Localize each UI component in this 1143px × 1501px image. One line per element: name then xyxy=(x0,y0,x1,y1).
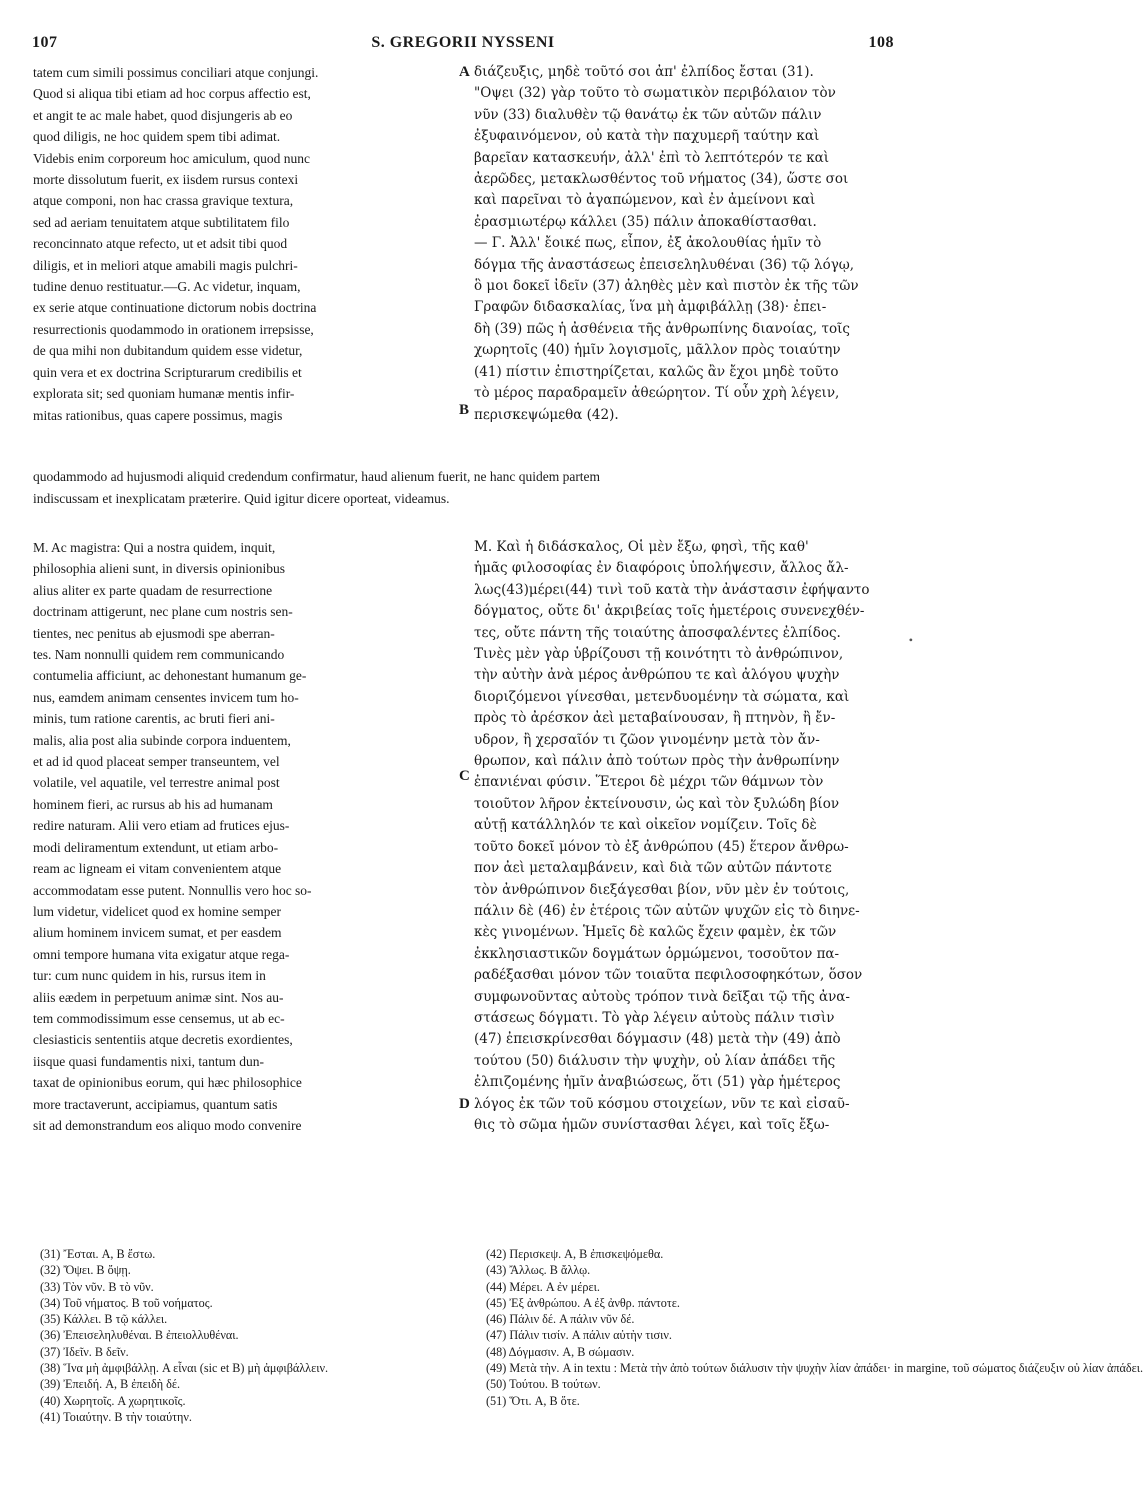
footnote: (40) Χωρητοῖς. A χωρητικοῖς. xyxy=(40,1393,186,1408)
latin-column-top: tatem cum simili possimus conciliari atque conjungi. Quod si aliqua tibi etiam ad hoc corpus affectio est, et angit te ac male habet, quod disjungeris ab eo quod diligis, ne hoc quidem spem tibi adimat. Videbis enim corporeum hoc amiculum, quod nunc morte dissolutum fuerit, ex iisdem rursus contexi atque componi, non hac crassa gravique textura, sed ad aeriam tenuitatem atque subtilitatem filo reconcinnato atque refecto, ut et adsit tibi quod diligis, et in meliori atque amabili magis pulchri- tudine denuo restituatur.—G. Ac videtur, inquam, ex serie atque continuatione dictorum nobis doctrina resurrectionis quodammodo in orationem irrepsisse, de qua mihi non dubitandum quidem esse videtur, quin vera et ex doctrina Scripturarum credibilis et explorata sit; sed quoniam humanæ mentis infir- mitas rationibus, quas capere possimus, magis xyxy=(33,65,319,423)
greek-column-bottom: Μ. Καὶ ἡ διδάσκαλος, Οἱ μὲν ἔξω, φησὶ, τῆς καθ' ἡμᾶς φιλοσοφίας ἐν διαφόροις ὑπολήψεσιν, ἄλλος ἄλ- λως(43)μέρει(44) τινὶ τοῦ κατὰ τὴν ἀνάστασιν ἐφήψαντο δόγματος, οὔτε δι' ἀκριβείας τοῖς ἡμετέροις συνενεχθέν- τες, οὔτε πάντη τῆς τοιαύτης ἀποσφαλέντες ἐλπίδος. Τινὲς μὲν γὰρ ὑβρίζουσι τῇ κοινότητι τὸ ἀνθρώπινον, τὴν αὐτὴν ἀνὰ μέρος ἀνθρώπου τε καὶ ἀλόγου ψυχὴν διοριζόμενοι γίνεσθαι, μετενδυομένην τὰ σώματα, καὶ πρὸς τὸ ἀρέσκον ἀεὶ μεταβαίνουσαν, ἢ πτηνὸν, ἢ ἔν- υδρον, ἢ χερσαῖόν τι ζῶον γινομένην μετὰ τὸν ἄν- θρωπον, καὶ πάλιν ἀπὸ τούτων πρὸς τὴν ἀνθρωπίνην ἐπανιέναι φύσιν. Ἕτεροι δὲ μέχρι τῶν θάμνων τὸν τοιοῦτον λῆρον ἐκτείνουσιν, ὡς καὶ τὸν ξυλώδη βίον αὐτῇ κατάλληλόν τε καὶ οἰκεῖον νομίζειν. Τοῖς δὲ τοῦτο δοκεῖ μόνον τὸ ἐξ ἀνθρώπου (45) ἕτερον ἄνθρω- πον ἀεὶ μεταλαμβάνειν, καὶ διὰ τῶν αὐτῶν πάντοτε τὸν ἀνθρώπινον διεξάγεσθαι βίον, νῦν μὲν ἐν τούτοις, πάλιν δὲ (46) ἐν ἑτέροις τῶν αὐτῶν ψυχῶν εἰς τὸ διηνε- κὲς γινομένων. Ἡμεῖς δὲ καλῶς ἔχειν φαμὲν, ἐκ τῶν ἐκκλησιαστικῶν δογμάτων ὁρμώμενοι, τοσοῦτον πα- ραδέξασθαι μόνον τῶν τοιαῦτα πεφιλοσοφηκότων, ὅσον συμφωνοῦντας αὐτοὺς τρόπον τινὰ δεῖξαι τῷ τῆς ἀνα- στάσεως δόγματι. Τὸ γὰρ λέγειν αὐτοὺς πάλιν τισὶν (47) ἐπεισκρίνεσθαι δόγμασιν (48) μετὰ τὴν (49) ἀπὸ τούτου (50) διάλυσιν τὴν ψυχὴν, οὐ λίαν ἀπάδει τῆς ἐλπιζομένης ἡμῖν ἀναβιώσεως, ὅτι (51) γὰρ ἡμέτερος λόγος ἐκ τῶν τοῦ κόσμου στοιχείων, νῦν τε καὶ εἰσαῦ- θις τὸ σῶμα ἡμῶν συνίστασθαι λέγει, καὶ τοῖς ἔξω- xyxy=(474,539,870,1133)
footnote: (31) Ἔσται. A, B ἔστω. xyxy=(40,1247,156,1261)
footnote: (37) Ἰδεῖν. B δεῖν. xyxy=(40,1344,129,1359)
margin-marker-d: D xyxy=(459,1096,470,1112)
latin-full-width-line-2: indiscussam et inexplicatam præterire. Quid igitur dicere oporteat, videamus. xyxy=(33,491,450,506)
footnote: (36) Ἐπεισεληλυθέναι. B ἐπειολλυθέναι. xyxy=(40,1328,239,1343)
running-title: S. GREGORII NYSSENI xyxy=(371,34,555,51)
left-page-number: 107 xyxy=(32,34,58,51)
footnote: (44) Μέρει. A ἐν μέρει. xyxy=(486,1279,600,1294)
latin-column-bottom: M. Ac magistra: Qui a nostra quidem, inquit, philosophia alieni sunt, in diversis opinionibus alius aliter ex parte quadam de resurrectione doctrinam attigerunt, nec plane cum nostris sen- tientes, nec penitus ab ejusmodi spe aberran- tes. Nam nonnulli quidem rem communicando contumelia afficiunt, ac dehonestant humanum ge- nus, eamdem animam censentes invicem tum ho- minis, tum ratione carentis, ac bruti fieri ani- malis, alia post alia subinde corpora induentem, et ad id quod placeat semper transeuntem, vel volatile, vel aquatile, vel terrestre animal post hominem fieri, ac rursus ab his ad humanam redire naturam. Alii vero etiam ad frutices ejus- modi deliramentum extendunt, ut etiam arbo- ream ac ligneam ei vitam convenientem atque accommodatam esse putent. Nonnullis vero hoc so- lum videtur, videlicet quod ex homine semper alium hominem invicem sumat, et per easdem omni tempore humana vita exigatur atque rega- tur: cum nunc quidem in his, rursus item in aliis eædem in perpetuum animæ sint. Nos au- tem commodissimum esse censemus, ut ab ec- clesiasticis sententiis atque decretis exordientes, iisque quasi fundamentis nixi, tantum dun- taxat de opinionibus eorum, qui hæc philosophice more tractaverunt, accipiamus, quantum satis sit ad demonstrandum eos aliquo modo convenire xyxy=(33,540,312,1133)
footnote: (32) Ὄψει. B ὄψῃ. xyxy=(40,1263,131,1278)
footnote: (48) Δόγμασιν. A, B σώμασιν. xyxy=(486,1344,635,1359)
running-header xyxy=(32,34,894,56)
right-page-number: 108 xyxy=(868,34,894,51)
footnote: (41) Τοιαύτην. B τὴν τοιαύτην. xyxy=(40,1409,192,1424)
footnote: (46) Πάλιν δέ. A πάλιν νῦν δέ. xyxy=(486,1312,635,1327)
margin-mark: • xyxy=(908,633,913,647)
footnote: (34) Τοῦ νήματος. B τοῦ νοήματος. xyxy=(40,1295,213,1310)
greek-column-top: διάζευξις, μηδὲ τοῦτό σοι ἀπ' ἐλπίδος ἔσται (31). "Οψει (32) γὰρ τοῦτο τὸ σωματικὸν περιβόλαιον τὸν νῦν (33) διαλυθὲν τῷ θανάτῳ ἐκ τῶν αὐτῶν πάλιν ἐξυφαινόμενον, οὐ κατὰ τὴν παχυμερῆ ταύτην καὶ βαρεῖαν κατασκευήν, ἀλλ' ἐπὶ τὸ λεπτότερόν τε καὶ ἀερῶδες, μετακλωσθέντος τοῦ νήματος (34), ὥστε σοι καὶ παρεῖναι τὸ ἀγαπώμενον, καὶ ἐν ἀμείνονι καὶ ἐρασμιωτέρῳ κάλλει (35) πάλιν ἀποκαθίστασθαι. — Γ. Ἀλλ' ἔοικέ πως, εἶπον, ἐξ ἀκολουθίας ἡμῖν τὸ δόγμα τῆς ἀναστάσεως ἐπεισεληλυθέναι (36) τῷ λόγῳ, ὃ μοι δοκεῖ ἰδεῖν (37) ἀληθὲς μὲν καὶ πιστὸν ἐκ τῆς τῶν Γραφῶν διδασκαλίας, ἵνα μὴ ἀμφιβάλλῃ (38)· ἐπει- δὴ (39) πῶς ἡ ἀσθένεια τῆς ἀνθρωπίνης διανοίας, τοῖς χωρητοῖς (40) ἡμῖν λογισμοῖς, μᾶλλον πρὸς τοιαύτην (41) πίστιν ἐπιστηρίζεται, καλῶς ἂν ἔχοι μηδὲ τοῦτο τὸ μέρος παραδραμεῖν ἀθεώρητον. Τί οὖν χρὴ λέγειν, περισκεψώμεθα (42). xyxy=(474,64,859,423)
footnote: (47) Πάλιν τισίν. A πάλιν αὐτὴν τισιν. xyxy=(486,1328,672,1343)
footnotes-left xyxy=(40,1246,455,1425)
margin-marker-c: C xyxy=(459,768,470,784)
footnote: (43) Ἄλλως. B ἄλλῳ. xyxy=(486,1263,591,1278)
footnote: (42) Περισκεψ. A, B ἐπισκεψόμεθα. xyxy=(486,1247,664,1261)
footnote: (49) Μετὰ τὴν. A in textu : Μετὰ τὴν ἀπὸ τούτων διάλυσιν τὴν ψυχὴν λίαν ἀπάδει· in margine, τοῦ σώματος διάζευξιν οὐ λίαν ἀπάδει. xyxy=(486,1361,1143,1376)
margin-marker-a: A xyxy=(459,64,470,80)
margin-marker-b: B xyxy=(459,402,470,418)
latin-full-width-line-1: quodammodo ad hujusmodi aliquid credendum confirmatur, haud alienum fuerit, ne hanc quidem partem xyxy=(33,469,601,484)
footnotes-right xyxy=(486,1246,1143,1409)
footnote: (38) Ἵνα μὴ ἀμφιβάλλῃ. A εἶναι (sic et B) μὴ ἀμφιβάλλειν. xyxy=(40,1361,329,1376)
footnote: (51) Ὅτι. A, B ὅτε. xyxy=(486,1393,580,1408)
footnote: (45) Ἐξ ἀνθρώπου. A ἐξ ἀνθρ. πάντοτε. xyxy=(486,1295,680,1310)
footnote: (50) Τούτου. B τούτων. xyxy=(486,1377,601,1392)
footnote: (39) Ἐπειδή. A, B ἐπειδὴ δέ. xyxy=(40,1377,181,1392)
footnote: (35) Κάλλει. B τῷ κάλλει. xyxy=(40,1312,168,1327)
footnote: (33) Τὸν νῦν. B τὸ νῦν. xyxy=(40,1279,154,1294)
